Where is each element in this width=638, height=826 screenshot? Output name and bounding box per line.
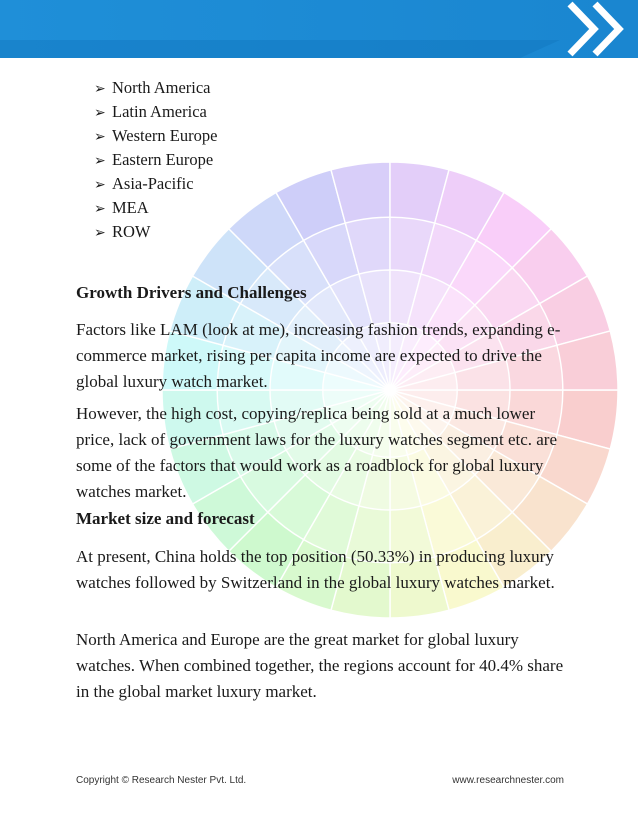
arrow-bullet-icon: ➢: [94, 226, 106, 241]
list-item: ➢ Asia-Pacific: [94, 172, 217, 196]
website-link[interactable]: www.researchnester.com: [452, 775, 564, 786]
arrow-bullet-icon: ➢: [94, 130, 106, 145]
page-footer: [76, 775, 564, 786]
list-item: ➢ MEA: [94, 196, 217, 220]
list-item: ➢ Latin America: [94, 100, 217, 124]
list-item: ➢ North America: [94, 76, 217, 100]
paragraph-china: At present, China holds the top position (50.33%) in producing luxury watches followed by Switzerland in the global luxury watches market.: [76, 547, 555, 592]
arrow-bullet-icon: ➢: [94, 106, 106, 121]
region-list: [94, 76, 217, 244]
list-item: ➢ ROW: [94, 220, 217, 244]
list-item: ➢ Eastern Europe: [94, 148, 217, 172]
arrow-bullet-icon: ➢: [94, 178, 106, 193]
paragraph-drivers: Factors like LAM (look at me), increasing fashion trends, expanding e-commerce market, rising per capita income are expected to drive the global luxury watch market.: [76, 320, 561, 391]
arrow-bullet-icon: ➢: [94, 202, 106, 217]
section-heading-growth-drivers: Growth Drivers and Challenges: [76, 283, 307, 302]
arrow-bullet-icon: ➢: [94, 82, 106, 97]
section-heading-market-size: Market size and forecast: [76, 509, 255, 528]
arrow-bullet-icon: ➢: [94, 154, 106, 169]
paragraph-challenges: However, the high cost, copying/replica being sold at a much lower price, lack of government laws for the luxury watches segment etc. are some of the factors that would work as a roadblock for global luxury watches market.: [76, 404, 558, 501]
paragraph-north-america-europe: North America and Europe are the great market for global luxury watches. When combined together, the regions account for 40.4% share in the global market luxury market.: [76, 630, 564, 701]
copyright-text: Copyright © Research Nester Pvt. Ltd.: [76, 775, 247, 786]
list-item: ➢ Western Europe: [94, 124, 217, 148]
